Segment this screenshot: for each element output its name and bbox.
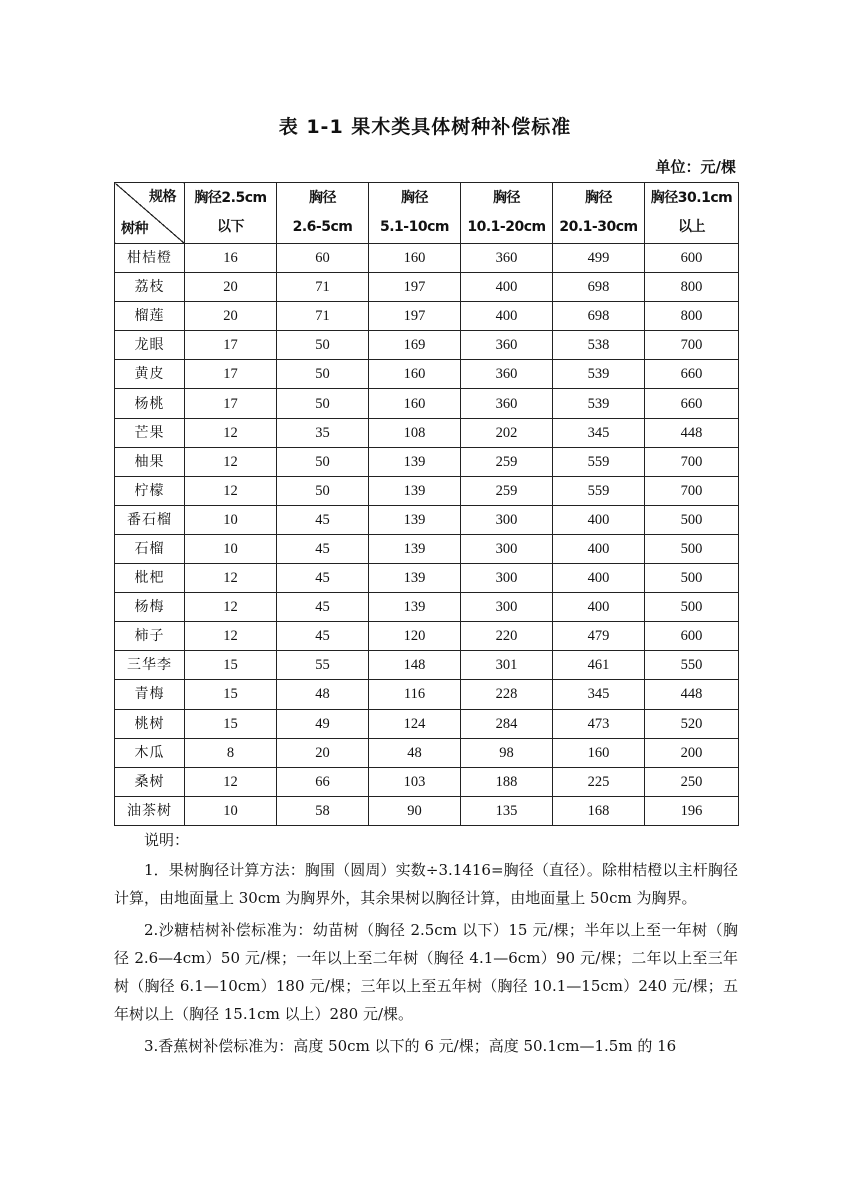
price-cell: 71 xyxy=(277,302,369,331)
price-cell: 50 xyxy=(277,476,369,505)
table-row xyxy=(115,476,739,505)
table-row xyxy=(115,418,739,447)
column-header: 胸径 20.1-30cm xyxy=(553,183,645,244)
price-cell: 160 xyxy=(553,738,645,767)
price-cell: 559 xyxy=(553,476,645,505)
price-cell: 12 xyxy=(185,447,277,476)
price-cell: 50 xyxy=(277,360,369,389)
note-paragraph: 3.香蕉树补偿标准为：高度 50cm 以下的 6 元/棵；高度 50.1cm—1.5m 的 16 xyxy=(144,1037,677,1055)
table-body xyxy=(115,244,739,826)
column-header: 胸径 5.1-10cm xyxy=(369,183,461,244)
price-cell: 345 xyxy=(553,680,645,709)
column-header: 胸径2.5cm 以下 xyxy=(185,183,277,244)
price-cell: 168 xyxy=(553,796,645,825)
corner-spec-label: 规格 xyxy=(149,189,176,205)
price-cell: 228 xyxy=(461,680,553,709)
price-cell: 500 xyxy=(645,593,739,622)
species-name-cell: 黄皮 xyxy=(115,360,185,389)
price-cell: 10 xyxy=(185,534,277,563)
species-name-cell: 柿子 xyxy=(115,622,185,651)
price-cell: 700 xyxy=(645,476,739,505)
price-cell: 10 xyxy=(185,505,277,534)
price-cell: 360 xyxy=(461,244,553,273)
price-cell: 160 xyxy=(369,360,461,389)
species-name-cell: 三华李 xyxy=(115,651,185,680)
price-cell: 116 xyxy=(369,680,461,709)
price-cell: 188 xyxy=(461,767,553,796)
price-cell: 400 xyxy=(553,564,645,593)
species-name-cell: 枇杷 xyxy=(115,564,185,593)
price-cell: 71 xyxy=(277,273,369,302)
price-cell: 300 xyxy=(461,564,553,593)
price-cell: 8 xyxy=(185,738,277,767)
price-cell: 45 xyxy=(277,622,369,651)
price-cell: 17 xyxy=(185,389,277,418)
price-cell: 400 xyxy=(553,593,645,622)
price-cell: 360 xyxy=(461,389,553,418)
species-name-cell: 桃树 xyxy=(115,709,185,738)
price-cell: 698 xyxy=(553,302,645,331)
price-cell: 461 xyxy=(553,651,645,680)
price-cell: 700 xyxy=(645,447,739,476)
table-row xyxy=(115,302,739,331)
price-cell: 259 xyxy=(461,476,553,505)
price-cell: 48 xyxy=(369,738,461,767)
price-cell: 10 xyxy=(185,796,277,825)
price-cell: 539 xyxy=(553,389,645,418)
price-cell: 300 xyxy=(461,593,553,622)
table-row xyxy=(115,505,739,534)
compensation-table xyxy=(114,182,739,826)
species-name-cell: 油茶树 xyxy=(115,796,185,825)
price-cell: 448 xyxy=(645,418,739,447)
price-cell: 12 xyxy=(185,564,277,593)
table-row xyxy=(115,534,739,563)
price-cell: 448 xyxy=(645,680,739,709)
column-header: 胸径 2.6-5cm xyxy=(277,183,369,244)
price-cell: 400 xyxy=(461,302,553,331)
price-cell: 66 xyxy=(277,767,369,796)
species-name-cell: 柚果 xyxy=(115,447,185,476)
price-cell: 55 xyxy=(277,651,369,680)
price-cell: 660 xyxy=(645,389,739,418)
price-cell: 196 xyxy=(645,796,739,825)
species-name-cell: 荔枝 xyxy=(115,273,185,302)
table-row xyxy=(115,738,739,767)
price-cell: 479 xyxy=(553,622,645,651)
price-cell: 16 xyxy=(185,244,277,273)
table-row xyxy=(115,564,739,593)
price-cell: 400 xyxy=(553,505,645,534)
species-name-cell: 柠檬 xyxy=(115,476,185,505)
price-cell: 12 xyxy=(185,622,277,651)
price-cell: 50 xyxy=(277,331,369,360)
price-cell: 139 xyxy=(369,593,461,622)
price-cell: 197 xyxy=(369,302,461,331)
price-cell: 139 xyxy=(369,447,461,476)
price-cell: 15 xyxy=(185,651,277,680)
price-cell: 800 xyxy=(645,302,739,331)
price-cell: 539 xyxy=(553,360,645,389)
table-row xyxy=(115,331,739,360)
price-cell: 17 xyxy=(185,331,277,360)
table-row xyxy=(115,244,739,273)
price-cell: 49 xyxy=(277,709,369,738)
table-row xyxy=(115,796,739,825)
price-cell: 360 xyxy=(461,360,553,389)
price-cell: 17 xyxy=(185,360,277,389)
price-cell: 35 xyxy=(277,418,369,447)
price-cell: 800 xyxy=(645,273,739,302)
unit-label: 单位：元/棵 xyxy=(655,158,736,176)
price-cell: 139 xyxy=(369,476,461,505)
species-name-cell: 柑桔橙 xyxy=(115,244,185,273)
price-cell: 600 xyxy=(645,622,739,651)
price-cell: 220 xyxy=(461,622,553,651)
price-cell: 45 xyxy=(277,593,369,622)
price-cell: 20 xyxy=(185,302,277,331)
price-cell: 520 xyxy=(645,709,739,738)
table-row xyxy=(115,709,739,738)
price-cell: 202 xyxy=(461,418,553,447)
price-cell: 259 xyxy=(461,447,553,476)
price-cell: 160 xyxy=(369,244,461,273)
price-cell: 538 xyxy=(553,331,645,360)
species-name-cell: 桑树 xyxy=(115,767,185,796)
price-cell: 45 xyxy=(277,534,369,563)
table-row xyxy=(115,593,739,622)
corner-header xyxy=(115,183,185,244)
price-cell: 300 xyxy=(461,505,553,534)
table-row xyxy=(115,389,739,418)
price-cell: 660 xyxy=(645,360,739,389)
price-cell: 90 xyxy=(369,796,461,825)
price-cell: 360 xyxy=(461,331,553,360)
column-header: 胸径30.1cm 以上 xyxy=(645,183,739,244)
price-cell: 148 xyxy=(369,651,461,680)
table-row xyxy=(115,447,739,476)
table-row xyxy=(115,622,739,651)
species-name-cell: 杨桃 xyxy=(115,389,185,418)
price-cell: 698 xyxy=(553,273,645,302)
species-name-cell: 木瓜 xyxy=(115,738,185,767)
notes-section xyxy=(114,826,738,1064)
price-cell: 60 xyxy=(277,244,369,273)
price-cell: 12 xyxy=(185,593,277,622)
price-cell: 550 xyxy=(645,651,739,680)
price-cell: 124 xyxy=(369,709,461,738)
table-row xyxy=(115,273,739,302)
price-cell: 139 xyxy=(369,564,461,593)
species-name-cell: 青梅 xyxy=(115,680,185,709)
price-cell: 50 xyxy=(277,389,369,418)
column-header: 胸径 10.1-20cm xyxy=(461,183,553,244)
price-cell: 300 xyxy=(461,534,553,563)
price-cell: 301 xyxy=(461,651,553,680)
species-name-cell: 芒果 xyxy=(115,418,185,447)
price-cell: 48 xyxy=(277,680,369,709)
species-name-cell: 番石榴 xyxy=(115,505,185,534)
table-row xyxy=(115,360,739,389)
price-cell: 12 xyxy=(185,767,277,796)
price-cell: 45 xyxy=(277,564,369,593)
price-cell: 139 xyxy=(369,534,461,563)
price-cell: 284 xyxy=(461,709,553,738)
species-name-cell: 龙眼 xyxy=(115,331,185,360)
species-name-cell: 杨梅 xyxy=(115,593,185,622)
corner-species-label: 树种 xyxy=(121,221,148,237)
price-cell: 500 xyxy=(645,564,739,593)
price-cell: 108 xyxy=(369,418,461,447)
table-row xyxy=(115,651,739,680)
price-cell: 225 xyxy=(553,767,645,796)
price-cell: 169 xyxy=(369,331,461,360)
price-cell: 20 xyxy=(185,273,277,302)
price-cell: 400 xyxy=(553,534,645,563)
price-cell: 15 xyxy=(185,709,277,738)
price-cell: 12 xyxy=(185,476,277,505)
price-cell: 15 xyxy=(185,680,277,709)
price-cell: 139 xyxy=(369,505,461,534)
price-cell: 58 xyxy=(277,796,369,825)
note-paragraph: 1．果树胸径计算方法：胸围（圆周）实数÷3.1416=胸径（直径）。除柑桔橙以主杆胸径计算，由地面量上 30cm 为胸界外，其余果树以胸径计算，由地面量上 50cm 为胸界。 xyxy=(114,861,738,907)
price-cell: 98 xyxy=(461,738,553,767)
price-cell: 345 xyxy=(553,418,645,447)
species-name-cell: 石榴 xyxy=(115,534,185,563)
price-cell: 473 xyxy=(553,709,645,738)
price-cell: 120 xyxy=(369,622,461,651)
price-cell: 700 xyxy=(645,331,739,360)
table-row xyxy=(115,680,739,709)
price-cell: 12 xyxy=(185,418,277,447)
price-cell: 160 xyxy=(369,389,461,418)
species-name-cell: 榴莲 xyxy=(115,302,185,331)
price-cell: 559 xyxy=(553,447,645,476)
note-paragraph: 2.沙糖桔树补偿标准为：幼苗树（胸径 2.5cm 以下）15 元/棵；半年以上至一年树（胸径 2.6—4cm）50 元/棵；一年以上至二年树（胸径 4.1—6cm）90 元/棵；二年以上至三年树（胸径 6.1—10cm）180 元/棵；三年以上至五年树（胸径 10.1—15cm）240 元/棵；五年树以上（胸径 15.1cm 以上）280 元/棵。 xyxy=(114,921,738,1023)
price-cell: 135 xyxy=(461,796,553,825)
table-header-row xyxy=(115,183,739,244)
price-cell: 400 xyxy=(461,273,553,302)
page-title: 表 1-1 果木类具体树种补偿标准 xyxy=(278,116,572,138)
price-cell: 499 xyxy=(553,244,645,273)
table-row xyxy=(115,767,739,796)
price-cell: 500 xyxy=(645,534,739,563)
price-cell: 103 xyxy=(369,767,461,796)
price-cell: 250 xyxy=(645,767,739,796)
notes-label: 说明： xyxy=(144,831,190,849)
price-cell: 500 xyxy=(645,505,739,534)
price-cell: 45 xyxy=(277,505,369,534)
price-cell: 20 xyxy=(277,738,369,767)
price-cell: 200 xyxy=(645,738,739,767)
price-cell: 50 xyxy=(277,447,369,476)
price-cell: 600 xyxy=(645,244,739,273)
price-cell: 197 xyxy=(369,273,461,302)
